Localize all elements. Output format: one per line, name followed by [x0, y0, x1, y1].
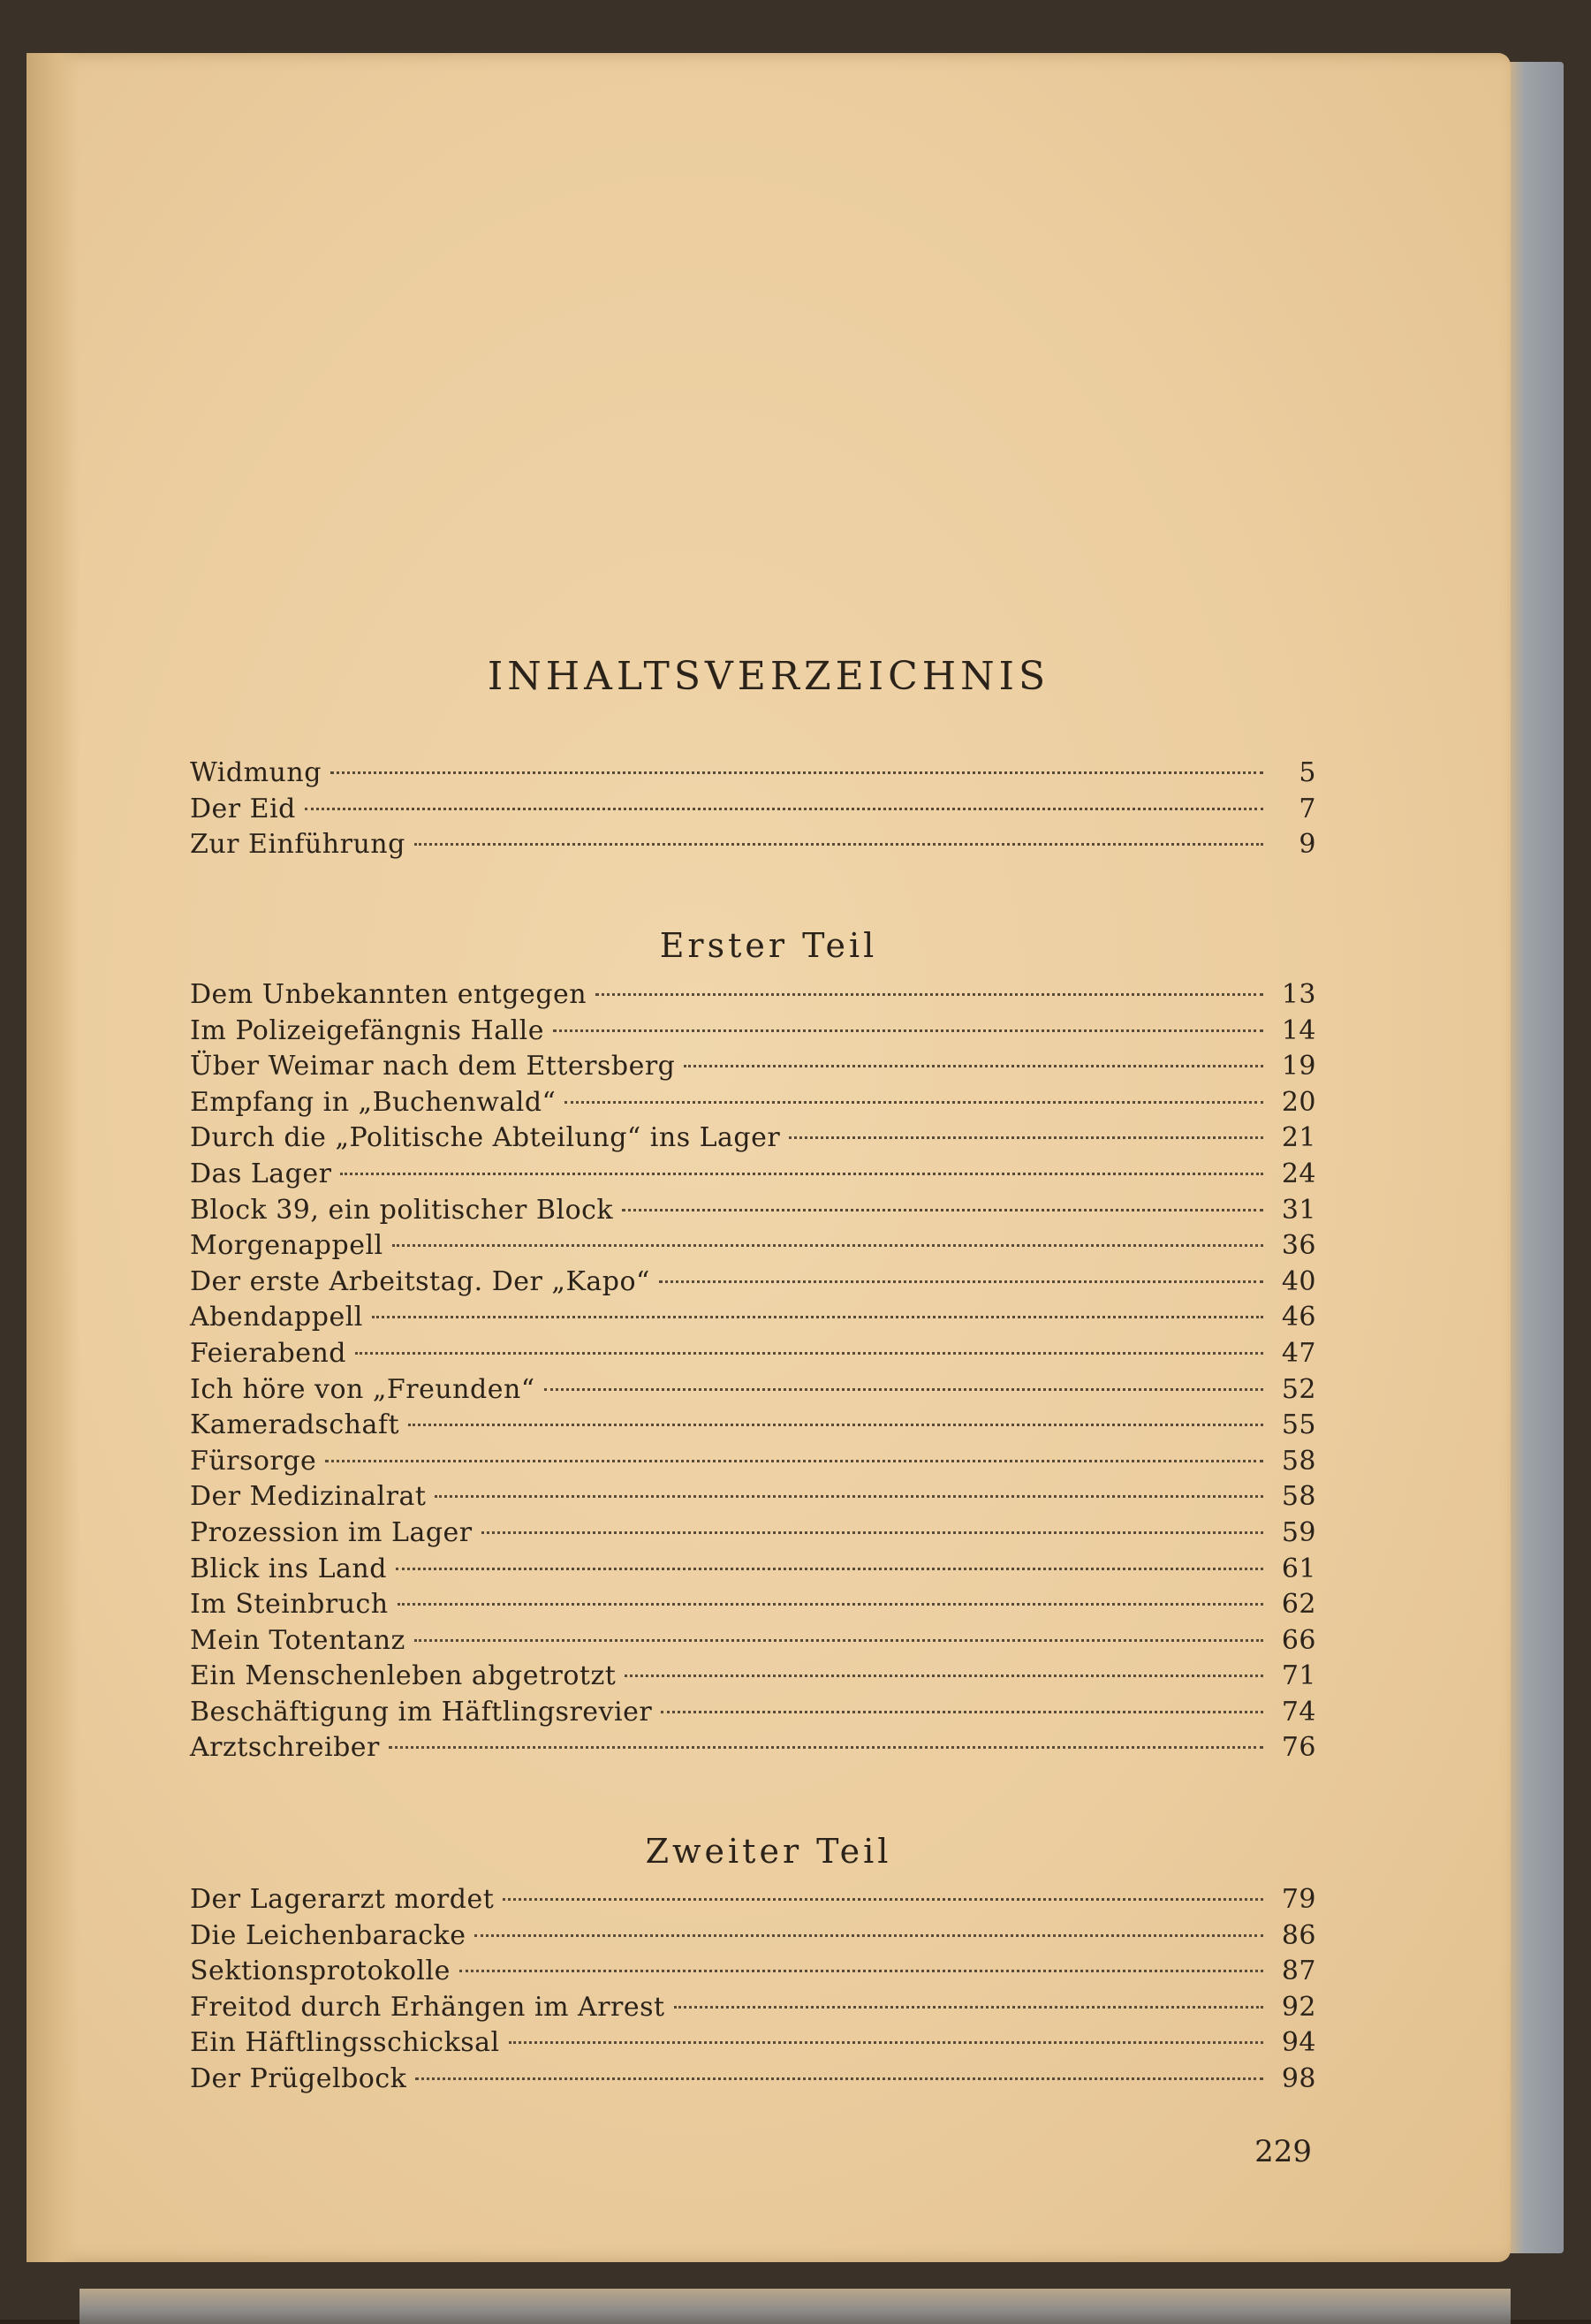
toc-entry	[190, 2063, 1316, 2100]
toc-entry-page: 55	[1281, 1409, 1316, 1441]
toc-entry	[190, 1660, 1316, 1697]
toc-entry-title: Prozession im Lager	[190, 1516, 473, 1548]
toc-entry-page: 14	[1281, 1014, 1316, 1046]
dot-leader	[305, 808, 1263, 810]
dot-leader	[435, 1495, 1263, 1498]
dot-leader	[684, 1065, 1263, 1067]
toc-entry	[190, 1266, 1316, 1303]
dot-leader	[659, 1280, 1263, 1283]
dot-leader	[414, 1639, 1263, 1642]
dot-leader	[553, 1029, 1263, 1032]
dot-leader	[481, 1531, 1263, 1534]
toc-entry-title: Blick ins Land	[190, 1553, 387, 1584]
toc-entry-title: Fürsorge	[190, 1445, 317, 1477]
dot-leader	[330, 771, 1263, 774]
toc-entry-title: Der Medizinalrat	[190, 1481, 427, 1513]
dot-leader	[595, 993, 1263, 996]
toc-entry-page: 40	[1281, 1265, 1316, 1297]
toc-entry-title: Der Prügelbock	[190, 2062, 407, 2094]
toc-entry-title: Das Lager	[190, 1158, 332, 1189]
toc-entry-title: Der Lagerarzt mordet	[190, 1884, 495, 1915]
toc-entry-title: Über Weimar nach dem Ettersberg	[190, 1051, 676, 1082]
toc-part2	[190, 1884, 1316, 2100]
toc-entry-title: Block 39, ein politischer Block	[190, 1194, 614, 1226]
toc-entry-page: 7	[1299, 793, 1316, 824]
toc-entry-page: 86	[1281, 1919, 1316, 1951]
page-title: INHALTSVERZEICHNIS	[487, 654, 1050, 699]
toc-entry	[190, 1589, 1316, 1625]
dot-leader	[408, 1424, 1263, 1426]
dot-leader	[622, 1209, 1263, 1211]
toc-entry	[190, 1884, 1316, 1920]
toc-entry-title: Kameradschaft	[190, 1409, 399, 1441]
toc-entry-title: Ein Menschenleben abgetrotzt	[190, 1660, 617, 1692]
toc-entry-page: 5	[1299, 757, 1316, 788]
toc-entry	[190, 829, 1316, 865]
toc-entry	[190, 1338, 1316, 1374]
toc-entry-title: Feierabend	[190, 1337, 346, 1369]
toc-entry-title: Widmung	[190, 757, 322, 788]
toc-entry	[190, 1553, 1316, 1590]
toc-entry	[190, 1732, 1316, 1768]
dot-leader	[325, 1460, 1263, 1462]
toc-entry-page: 52	[1281, 1373, 1316, 1405]
toc-entry-page: 98	[1281, 2062, 1316, 2094]
toc-entry-title: Die Leichenbaracke	[190, 1919, 466, 1951]
toc-entry	[190, 1992, 1316, 2028]
toc-entry-page: 9	[1299, 829, 1316, 861]
toc-entry	[190, 1195, 1316, 1231]
dot-leader	[459, 1970, 1263, 1972]
toc-entry	[190, 1302, 1316, 1338]
toc-entry-page: 74	[1281, 1696, 1316, 1728]
page-number: 229	[1254, 2134, 1312, 2169]
dot-leader	[789, 1136, 1263, 1139]
toc-entry-title: Morgenappell	[190, 1230, 383, 1262]
toc-entry	[190, 1956, 1316, 1992]
dot-leader	[509, 2041, 1263, 2044]
toc-entry	[190, 1087, 1316, 1123]
toc-entry-title: Durch die „Politische Abteilung“ ins Lager	[190, 1122, 781, 1154]
dot-leader	[625, 1675, 1263, 1677]
toc-entry-page: 94	[1281, 2027, 1316, 2059]
toc-entry	[190, 1920, 1316, 1956]
toc-entry-page: 36	[1281, 1230, 1316, 1262]
toc-entry-page: 47	[1281, 1337, 1316, 1369]
dot-leader	[372, 1316, 1263, 1318]
toc-entry	[190, 757, 1316, 794]
dot-leader	[674, 2006, 1263, 2009]
toc-entry-page: 19	[1281, 1051, 1316, 1082]
dot-leader	[392, 1244, 1263, 1247]
dot-leader	[340, 1173, 1263, 1175]
toc-entry	[190, 2027, 1316, 2063]
toc-entry-page: 20	[1281, 1086, 1316, 1118]
dot-leader	[389, 1746, 1263, 1749]
toc-entry-title: Der Eid	[190, 793, 296, 824]
toc-entry	[190, 1517, 1316, 1553]
toc-entry-title: Zur Einführung	[190, 829, 405, 861]
dot-leader	[414, 843, 1263, 846]
toc-entry-page: 76	[1281, 1732, 1316, 1764]
toc-entry-title: Ein Häftlingsschicksal	[190, 2027, 500, 2059]
toc-entry-title: Der erste Arbeitstag. Der „Kapo“	[190, 1265, 650, 1297]
page-bottom-edge	[80, 2289, 1511, 2324]
toc-entry-page: 71	[1281, 1660, 1316, 1692]
toc-entry-page: 21	[1281, 1122, 1316, 1154]
section-heading-part2: Zweiter Teil	[645, 1832, 892, 1871]
toc-entry-page: 92	[1281, 1991, 1316, 2023]
toc-entry-page: 58	[1281, 1481, 1316, 1513]
toc-entry-title: Sektionsprotokolle	[190, 1956, 451, 1987]
toc-entry-title: Abendappell	[190, 1302, 363, 1333]
toc-entry-page: 87	[1281, 1956, 1316, 1987]
toc-front-matter	[190, 757, 1316, 865]
book-page	[27, 53, 1511, 2262]
toc-entry-page: 13	[1281, 979, 1316, 1010]
toc-entry	[190, 1158, 1316, 1195]
toc-entry-title: Beschäftigung im Häftlingsrevier	[190, 1696, 653, 1728]
dot-leader	[544, 1388, 1263, 1391]
toc-entry-page: 61	[1281, 1553, 1316, 1584]
toc-part1	[190, 979, 1316, 1768]
toc-entry-page: 66	[1281, 1624, 1316, 1656]
toc-entry-page: 62	[1281, 1589, 1316, 1621]
toc-entry-title: Im Steinbruch	[190, 1589, 389, 1621]
dot-leader	[415, 2077, 1263, 2080]
toc-entry	[190, 1481, 1316, 1517]
toc-entry-page: 24	[1281, 1158, 1316, 1189]
toc-entry-title: Mein Totentanz	[190, 1624, 405, 1656]
dot-leader	[564, 1101, 1263, 1104]
dot-leader	[398, 1603, 1263, 1606]
dot-leader	[474, 1934, 1263, 1937]
toc-entry-title: Empfang in „Buchenwald“	[190, 1086, 557, 1118]
toc-entry	[190, 1122, 1316, 1158]
toc-entry	[190, 1446, 1316, 1482]
toc-entry-page: 46	[1281, 1302, 1316, 1333]
toc-entry	[190, 1051, 1316, 1087]
toc-entry-title: Im Polizeigefängnis Halle	[190, 1014, 545, 1046]
toc-entry	[190, 1625, 1316, 1661]
dot-leader	[661, 1711, 1263, 1713]
toc-entry-page: 31	[1281, 1194, 1316, 1226]
toc-entry-title: Arztschreiber	[190, 1732, 380, 1764]
toc-entry-page: 59	[1281, 1516, 1316, 1548]
toc-entry	[190, 1409, 1316, 1446]
dot-leader	[503, 1898, 1263, 1901]
toc-entry	[190, 1230, 1316, 1266]
toc-entry	[190, 979, 1316, 1015]
dot-leader	[355, 1352, 1263, 1355]
toc-entry	[190, 794, 1316, 830]
toc-entry-page: 79	[1281, 1884, 1316, 1915]
toc-entry-title: Dem Unbekannten entgegen	[190, 979, 587, 1010]
toc-entry-title: Ich höre von „Freunden“	[190, 1373, 535, 1405]
dot-leader	[396, 1568, 1263, 1570]
binding-gutter	[27, 53, 80, 2262]
section-heading-part1: Erster Teil	[659, 926, 878, 965]
toc-entry-page: 58	[1281, 1445, 1316, 1477]
toc-entry	[190, 1015, 1316, 1052]
toc-entry	[190, 1697, 1316, 1733]
toc-entry	[190, 1374, 1316, 1410]
toc-entry-title: Freitod durch Erhängen im Arrest	[190, 1991, 665, 2023]
